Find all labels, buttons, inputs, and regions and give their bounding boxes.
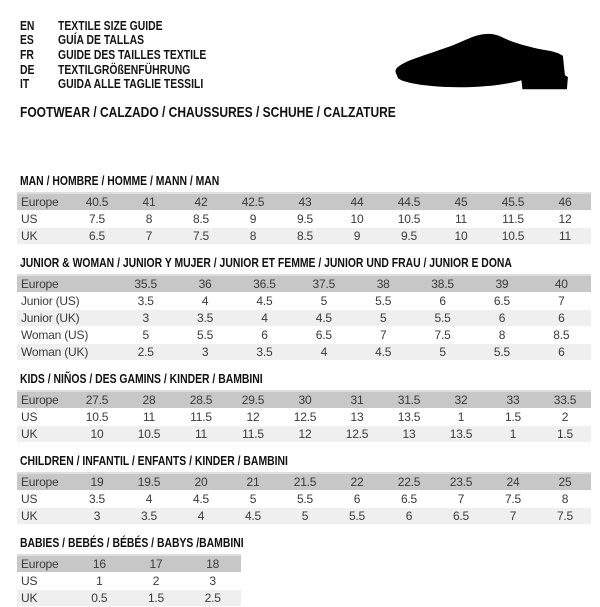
size-cell: 10: [435, 227, 487, 244]
size-cell: 4.5: [175, 490, 227, 507]
size-cell: 8: [472, 326, 531, 343]
size-cell: 13: [383, 425, 435, 442]
dress-shoe-svg: [394, 30, 574, 94]
size-cell: 11: [123, 408, 175, 425]
size-cell: 21.5: [279, 473, 331, 491]
language-code: FR: [20, 46, 34, 62]
language-code: IT: [20, 76, 30, 92]
size-cell: 4: [175, 507, 227, 524]
size-cell: 4.5: [227, 507, 279, 524]
size-cell: 7.5: [487, 490, 539, 507]
row-label: US: [17, 490, 71, 507]
section-title: [20, 453, 600, 468]
size-cell: 45.5: [487, 193, 539, 211]
size-cell: 13: [331, 408, 383, 425]
section-title: [20, 173, 600, 188]
section-title: [20, 371, 600, 386]
size-cell: 7.5: [175, 227, 227, 244]
table-row: [17, 589, 241, 606]
size-cell: 0.5: [71, 589, 128, 606]
language-title: TEXTILGRÖßENFÜHRUNG: [58, 61, 191, 77]
size-cell: 11.5: [487, 210, 539, 227]
junior-woman-size-table: [17, 274, 591, 361]
row-label: UK: [17, 507, 71, 524]
size-cell: 6: [383, 507, 435, 524]
section-title-text: BABIES / BEBÉS / BÉBÉS / BABYS /BAMBINI: [20, 534, 244, 550]
size-cell: 1.5: [128, 589, 185, 606]
size-cell: 5: [227, 490, 279, 507]
size-cell: 8.5: [532, 326, 591, 343]
table-row: [17, 343, 591, 360]
size-cell: 20: [175, 473, 227, 491]
row-label: UK: [17, 589, 71, 606]
size-cell: 21: [227, 473, 279, 491]
category-heading: [20, 104, 600, 122]
language-title: GUIDA ALLE TAGLIE TESSILI: [58, 76, 204, 92]
table-row: [17, 490, 591, 507]
size-cell: 31.5: [383, 391, 435, 409]
size-cell: 42.5: [227, 193, 279, 211]
size-cell: 33.5: [539, 391, 591, 409]
size-cell: 45: [435, 193, 487, 211]
row-label: Europe: [17, 473, 71, 491]
table-row: [17, 408, 591, 425]
table-row: [17, 425, 591, 442]
table-row: [17, 193, 591, 211]
table-row: [17, 309, 591, 326]
size-cell: 17: [128, 555, 185, 573]
size-cell: 8.5: [175, 210, 227, 227]
size-cell: 5: [116, 326, 175, 343]
size-cell: 37.5: [294, 275, 353, 293]
category-heading-text: FOOTWEAR / CALZADO / CHAUSSURES / SCHUHE / CALZATURE: [20, 103, 396, 121]
size-cell: 5: [413, 343, 472, 360]
size-cell: 5.5: [331, 507, 383, 524]
size-cell: 6: [235, 326, 294, 343]
size-cell: 9: [331, 227, 383, 244]
size-cell: 3: [175, 343, 234, 360]
size-cell: 7: [532, 292, 591, 309]
size-cell: 1.5: [487, 408, 539, 425]
size-cell: 11.5: [227, 425, 279, 442]
size-cell: 22: [331, 473, 383, 491]
row-label: Europe: [17, 555, 71, 573]
size-cell: 7: [435, 490, 487, 507]
size-cell: 12: [279, 425, 331, 442]
size-cell: 12.5: [279, 408, 331, 425]
size-cell: 6: [472, 309, 531, 326]
size-cell: 2.5: [184, 589, 241, 606]
size-cell: 10.5: [383, 210, 435, 227]
size-cell: 5.5: [279, 490, 331, 507]
size-cell: 7.5: [413, 326, 472, 343]
language-title: TEXTILE SIZE GUIDE: [58, 17, 163, 33]
size-cell: 10.5: [123, 425, 175, 442]
size-cell: 11: [435, 210, 487, 227]
size-cell: 25: [539, 473, 591, 491]
size-cell: 12: [539, 210, 591, 227]
size-cell: 3.5: [175, 309, 234, 326]
size-cell: 30: [279, 391, 331, 409]
row-label: UK: [17, 227, 71, 244]
size-cell: 6: [331, 490, 383, 507]
section-title-text: MAN / HOMBRE / HOMME / MANN / MAN: [20, 172, 220, 188]
size-cell: 28: [123, 391, 175, 409]
language-code: ES: [20, 32, 34, 48]
size-cell: 5.5: [175, 326, 234, 343]
size-cell: 1.5: [539, 425, 591, 442]
size-cell: 6.5: [383, 490, 435, 507]
size-cell: 44.5: [383, 193, 435, 211]
size-cell: 10: [331, 210, 383, 227]
row-label: Europe: [17, 275, 116, 293]
size-cell: 35.5: [116, 275, 175, 293]
table-row: [17, 326, 591, 343]
size-cell: 9.5: [383, 227, 435, 244]
row-label: US: [17, 572, 71, 589]
babies-size-table: [17, 554, 241, 607]
size-cell: 7.5: [539, 507, 591, 524]
size-cell: 24: [487, 473, 539, 491]
table-row: [17, 572, 241, 589]
section-title-text: CHILDREN / INFANTIL / ENFANTS / KINDER / BAMBINI: [20, 452, 288, 468]
size-cell: 41: [123, 193, 175, 211]
kids-size-table: [17, 390, 591, 443]
size-cell: 4.5: [354, 343, 413, 360]
language-code: EN: [20, 17, 35, 33]
size-cell: 3: [184, 572, 241, 589]
size-cell: 11: [175, 425, 227, 442]
man-size-table: [17, 192, 591, 245]
size-cell: 4: [123, 490, 175, 507]
section-title: [20, 535, 600, 550]
table-row: [17, 210, 591, 227]
section-junior-woman: [17, 255, 600, 361]
size-cell: 4: [294, 343, 353, 360]
table-row: [17, 275, 591, 293]
size-cell: 19: [71, 473, 123, 491]
language-title: GUIDE DES TAILLES TEXTILE: [58, 46, 207, 62]
size-cell: 40.5: [71, 193, 123, 211]
size-cell: 10.5: [71, 408, 123, 425]
size-cell: 22.5: [383, 473, 435, 491]
row-label: Junior (UK): [17, 309, 116, 326]
size-cell: 10: [71, 425, 123, 442]
size-cell: 10.5: [487, 227, 539, 244]
size-cell: 5: [354, 309, 413, 326]
table-row: [17, 473, 591, 491]
row-label: Europe: [17, 391, 71, 409]
size-cell: 38.5: [413, 275, 472, 293]
size-cell: 42: [175, 193, 227, 211]
size-cell: 12.5: [331, 425, 383, 442]
size-cell: 7: [354, 326, 413, 343]
section-kids: [17, 371, 600, 443]
size-cell: 18: [184, 555, 241, 573]
size-cell: 3: [116, 309, 175, 326]
size-cell: 4.5: [294, 309, 353, 326]
size-cell: 7: [123, 227, 175, 244]
size-cell: 39: [472, 275, 531, 293]
size-cell: 4: [235, 309, 294, 326]
section-babies: [17, 535, 600, 607]
size-cell: 11.5: [175, 408, 227, 425]
row-label: US: [17, 210, 71, 227]
size-cell: 36: [175, 275, 234, 293]
size-cell: 2: [128, 572, 185, 589]
size-cell: 12: [227, 408, 279, 425]
size-cell: 9: [227, 210, 279, 227]
size-cell: 13.5: [383, 408, 435, 425]
section-children: [17, 453, 600, 525]
size-cell: 5: [294, 292, 353, 309]
size-cell: 3.5: [123, 507, 175, 524]
size-cell: 38: [354, 275, 413, 293]
size-cell: 7.5: [71, 210, 123, 227]
section-man: [17, 173, 600, 245]
size-cell: 1: [487, 425, 539, 442]
size-cell: 3.5: [116, 292, 175, 309]
size-cell: 36.5: [235, 275, 294, 293]
size-cell: 5: [279, 507, 331, 524]
table-row: [17, 227, 591, 244]
size-cell: 8: [123, 210, 175, 227]
row-label: Europe: [17, 193, 71, 211]
size-cell: 3.5: [235, 343, 294, 360]
size-cell: 6.5: [294, 326, 353, 343]
size-cell: 33: [487, 391, 539, 409]
size-cell: 6: [532, 343, 591, 360]
size-cell: 27.5: [71, 391, 123, 409]
size-cell: 6.5: [435, 507, 487, 524]
size-cell: 6: [413, 292, 472, 309]
row-label: Woman (US): [17, 326, 116, 343]
size-cell: 4.5: [235, 292, 294, 309]
size-cell: 8: [227, 227, 279, 244]
language-code: DE: [20, 61, 35, 77]
size-cell: 5.5: [472, 343, 531, 360]
table-row: [17, 391, 591, 409]
row-label: US: [17, 408, 71, 425]
size-cell: 6: [532, 309, 591, 326]
section-title: [20, 255, 600, 270]
size-cell: 7: [487, 507, 539, 524]
size-cell: 19.5: [123, 473, 175, 491]
table-row: [17, 555, 241, 573]
size-cell: 46: [539, 193, 591, 211]
size-cell: 29.5: [227, 391, 279, 409]
size-cell: 8: [539, 490, 591, 507]
table-row: [17, 507, 591, 524]
size-cell: 43: [279, 193, 331, 211]
size-cell: 28.5: [175, 391, 227, 409]
size-cell: 23.5: [435, 473, 487, 491]
size-cell: 6.5: [71, 227, 123, 244]
size-cell: 3.5: [71, 490, 123, 507]
section-title-text: JUNIOR & WOMAN / JUNIOR Y MUJER / JUNIOR ET FEMME / JUNIOR UND FRAU / JUNIOR E DONA: [20, 254, 512, 270]
size-cell: 31: [331, 391, 383, 409]
size-cell: 3: [71, 507, 123, 524]
size-cell: 32: [435, 391, 487, 409]
size-cell: 5.5: [413, 309, 472, 326]
dress-shoe-icon: [394, 30, 574, 94]
size-cell: 1: [71, 572, 128, 589]
size-cell: 13.5: [435, 425, 487, 442]
size-cell: 2.5: [116, 343, 175, 360]
row-label: Woman (UK): [17, 343, 116, 360]
size-cell: 1: [435, 408, 487, 425]
row-label: UK: [17, 425, 71, 442]
children-size-table: [17, 472, 591, 525]
size-cell: 5.5: [354, 292, 413, 309]
section-title-text: KIDS / NIÑOS / DES GAMINS / KINDER / BAMBINI: [20, 370, 263, 386]
size-cell: 9.5: [279, 210, 331, 227]
size-cell: 8.5: [279, 227, 331, 244]
size-cell: 6.5: [472, 292, 531, 309]
table-row: [17, 292, 591, 309]
size-cell: 2: [539, 408, 591, 425]
language-title: GUÍA DE TALLAS: [58, 32, 145, 48]
size-cell: 4: [175, 292, 234, 309]
size-cell: 44: [331, 193, 383, 211]
size-cell: 16: [71, 555, 128, 573]
size-cell: 40: [532, 275, 591, 293]
row-label: Junior (US): [17, 292, 116, 309]
size-cell: 11: [539, 227, 591, 244]
